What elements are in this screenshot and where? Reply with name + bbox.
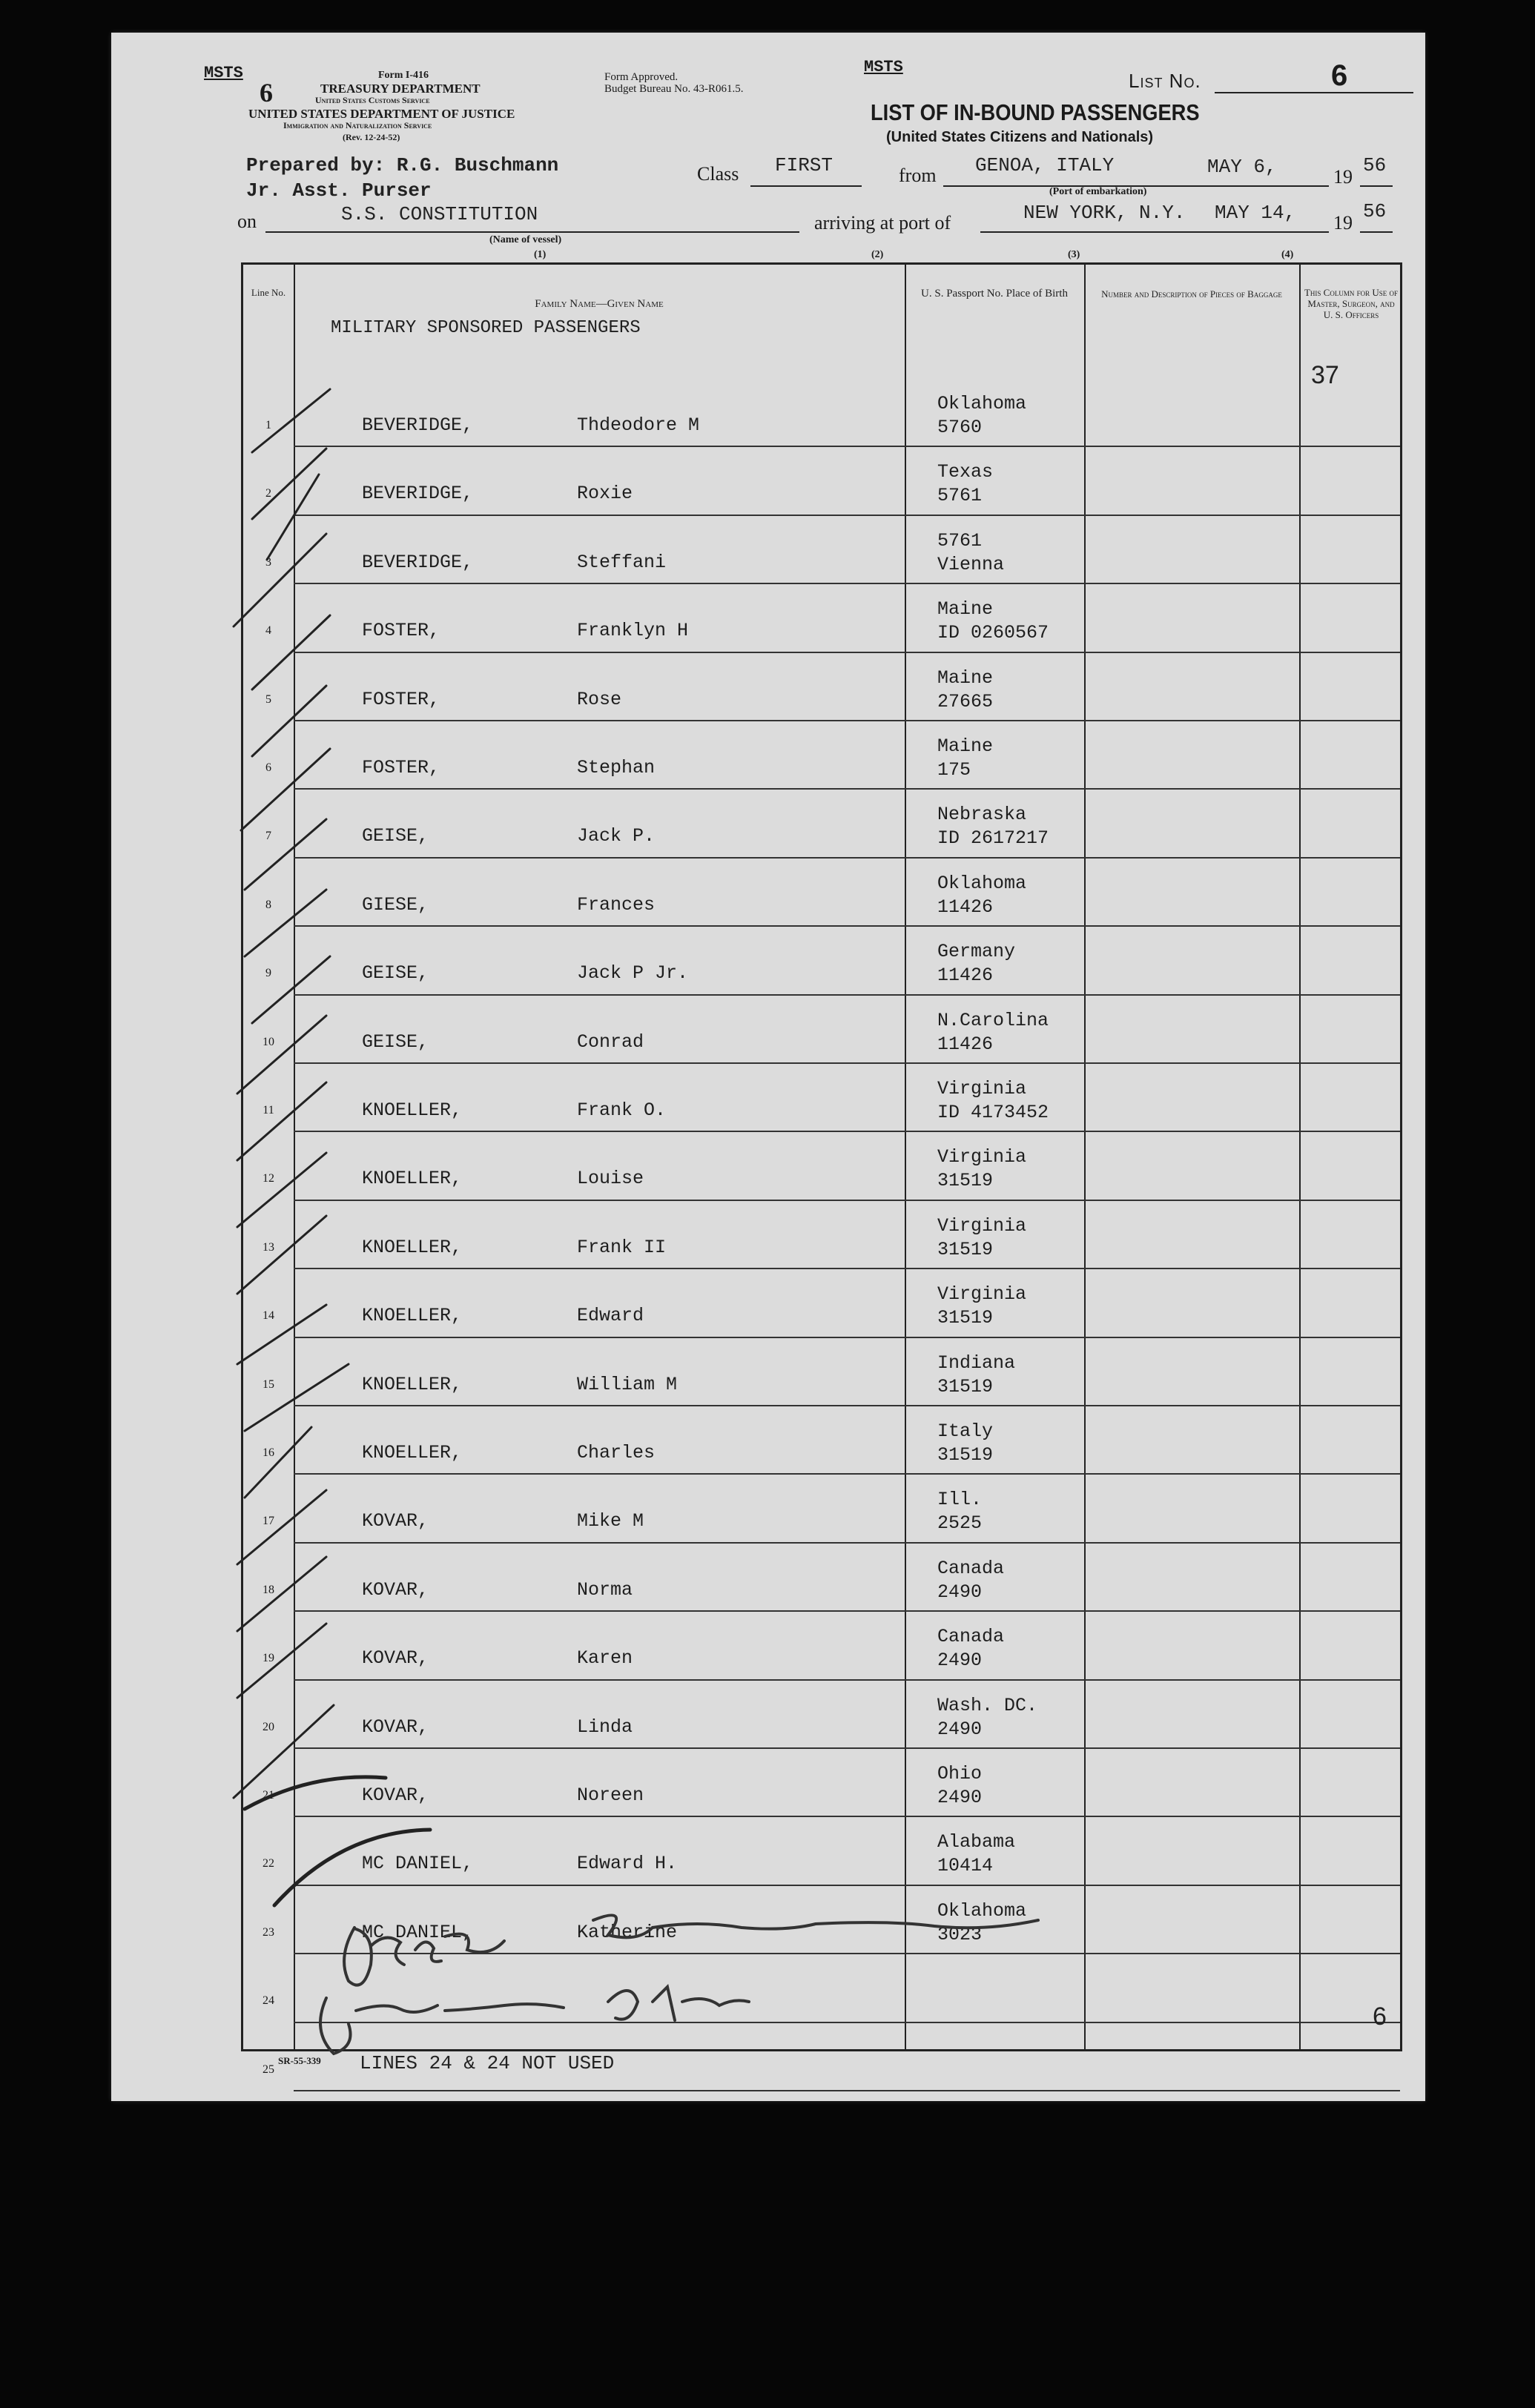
check-mark	[245, 1777, 386, 1809]
place-of-birth: Nebraska	[937, 804, 1027, 826]
given-name: Stephan	[577, 757, 656, 778]
place-of-birth: Wash. DC.	[937, 1694, 1038, 1716]
given-name: Karen	[577, 1647, 633, 1670]
family-name: KOVAR,	[362, 1578, 429, 1601]
family-name: KNOELLER,	[362, 1168, 463, 1190]
check-mark	[237, 1082, 326, 1160]
check-mark	[245, 890, 326, 956]
check-mark	[252, 686, 326, 756]
arrival-port: NEW YORK, N.Y.	[1023, 202, 1186, 224]
revision-label: (Rev. 12-24-52)	[343, 132, 400, 142]
port-embarkation-caption: (Port of embarkation)	[1049, 186, 1147, 197]
passport-number: 5761	[937, 485, 983, 507]
section-title: MILITARY SPONSORED PASSENGERS	[331, 318, 641, 338]
place-of-birth: Virginia	[937, 1214, 1027, 1237]
passport-number: 2490	[937, 1787, 983, 1808]
arrival-date: MAY 14,	[1215, 202, 1296, 224]
footer-note: LINES 24 & 24 NOT USED	[360, 2052, 615, 2074]
family-name: KNOELLER,	[362, 1099, 463, 1121]
family-name: FOSTER,	[362, 688, 440, 710]
line-number: 6	[265, 761, 271, 774]
given-name: Noreen	[577, 1784, 644, 1806]
given-name: Conrad	[577, 1031, 644, 1053]
line-number: 12	[263, 1172, 274, 1185]
given-name: Jack P Jr.	[577, 962, 689, 985]
header-passport: U. S. Passport No. Place of Birth	[921, 288, 1068, 300]
passport-number: 31519	[937, 1375, 994, 1398]
form-number-large: 6	[260, 78, 273, 108]
place-of-birth: Virginia	[937, 1146, 1027, 1168]
passport-number: 11426	[937, 896, 994, 918]
passport-number: ID 4173452	[937, 1102, 1049, 1123]
header-name: Family Name—Given Name	[535, 298, 664, 310]
place-of-birth: Maine	[937, 598, 994, 621]
line-number: 10	[263, 1035, 274, 1048]
check-mark	[267, 474, 319, 560]
line-number: 24	[263, 1994, 274, 2008]
passport-number: 2490	[937, 1650, 983, 1672]
msts-mark-left: MSTS	[204, 64, 243, 82]
given-name: Jack P.	[577, 825, 656, 847]
given-name: Charles	[577, 1442, 656, 1463]
check-mark	[274, 1830, 430, 1905]
passport-number: 3023	[937, 1923, 983, 1945]
place-of-birth: Oklahoma	[937, 393, 1027, 414]
col-marker-3: (3)	[1068, 249, 1080, 260]
line-number: 4	[265, 624, 271, 638]
family-name: KOVAR,	[362, 1716, 429, 1738]
check-mark	[237, 1624, 326, 1698]
line-number: 22	[263, 1857, 274, 1870]
place-of-birth: Canada	[937, 1626, 1005, 1648]
passport-number: 31519	[937, 1444, 994, 1466]
given-name: Edward	[577, 1305, 644, 1327]
line-number: 25	[263, 2063, 274, 2076]
place-of-birth: Texas	[937, 461, 994, 483]
passport-number: 11426	[937, 1033, 994, 1055]
passport-number: 175	[937, 759, 971, 781]
check-mark	[252, 615, 330, 689]
family-name: KOVAR,	[362, 1784, 429, 1806]
line-number: 16	[263, 1446, 274, 1459]
check-mark	[237, 1305, 326, 1364]
check-mark	[237, 1016, 326, 1094]
embark-port: GENOA, ITALY	[975, 154, 1115, 176]
check-mark	[252, 956, 330, 1023]
place-of-birth: Oklahoma	[937, 872, 1027, 894]
header-line-no: Line No.	[251, 287, 286, 298]
header-baggage: Number and Description of Pieces of Baggage	[1101, 288, 1282, 300]
check-mark	[234, 534, 326, 626]
place-of-birth: Indiana	[937, 1352, 1016, 1374]
place-of-birth: Virginia	[937, 1078, 1027, 1099]
passport-number: Vienna	[937, 553, 1005, 575]
list-no-value: 6	[1331, 59, 1348, 92]
line-number: 23	[263, 1925, 274, 1939]
passport-number: 11426	[937, 965, 994, 987]
family-name: KOVAR,	[362, 1647, 429, 1670]
msts-mark-center: MSTS	[864, 58, 903, 76]
passport-number: ID 2617217	[937, 827, 1049, 850]
given-name: William M	[577, 1373, 678, 1395]
given-name: Steffani	[577, 551, 667, 573]
passport-number: 2490	[937, 1718, 983, 1740]
family-name: BEVERIDGE,	[362, 483, 474, 505]
family-name: KOVAR,	[362, 1510, 429, 1532]
page-total: 6	[1373, 2002, 1387, 2031]
line-number: 21	[263, 1789, 274, 1802]
col-marker-4: (4)	[1281, 249, 1294, 260]
check-mark	[237, 1557, 326, 1631]
family-name: FOSTER,	[362, 757, 440, 778]
place-of-birth: Canada	[937, 1557, 1005, 1579]
line-number: 9	[265, 967, 271, 980]
given-name: Rose	[577, 688, 622, 710]
line-number: 19	[263, 1652, 274, 1665]
given-name: Linda	[577, 1716, 633, 1738]
line-number: 17	[263, 1515, 274, 1528]
family-name: KNOELLER,	[362, 1442, 463, 1463]
col-marker-1: (1)	[534, 249, 547, 260]
check-mark	[245, 1427, 311, 1498]
place-of-birth: Maine	[937, 666, 994, 689]
on-label: on	[237, 211, 257, 232]
check-mark	[252, 389, 330, 452]
arrival-year: 56	[1363, 200, 1387, 222]
customs-label: United States Customs Service	[315, 95, 430, 105]
line-number: 8	[265, 898, 271, 911]
line-number: 7	[265, 830, 271, 843]
family-name: GIESE,	[362, 893, 429, 916]
check-mark	[245, 1364, 349, 1431]
given-name: Frank II	[577, 1236, 667, 1258]
family-name: FOSTER,	[362, 620, 440, 642]
arriving-label: arriving at port of	[814, 212, 951, 234]
depart-year-prefix: 19	[1333, 166, 1353, 188]
passport-number: 31519	[937, 1170, 994, 1192]
given-name: Thdeodore M	[577, 414, 700, 436]
given-name: Roxie	[577, 483, 633, 505]
place-of-birth: Maine	[937, 735, 994, 757]
place-of-birth: Italy	[937, 1420, 994, 1442]
budget-bureau: Budget Bureau No. 43-R061.5.	[604, 83, 744, 95]
depart-year: 56	[1363, 154, 1387, 176]
place-of-birth: N.Carolina	[937, 1009, 1049, 1031]
officer-note: 37	[1311, 361, 1339, 389]
given-name: Mike M	[577, 1510, 644, 1532]
place-of-birth: 5761	[937, 529, 983, 552]
check-mark	[234, 1705, 334, 1798]
given-name: Katherine	[577, 1921, 678, 1943]
page-title: LIST OF IN-BOUND PASSENGERS	[871, 99, 1200, 125]
given-name: Frances	[577, 893, 656, 916]
prepared-by: Prepared by: R.G. Buschmann	[246, 154, 559, 176]
check-mark	[237, 1153, 326, 1227]
family-name: MC DANIEL,	[362, 1921, 474, 1943]
line-number: 20	[263, 1720, 274, 1733]
line-number: 13	[263, 1240, 274, 1254]
passport-number: 31519	[937, 1238, 994, 1260]
line-number: 15	[263, 1377, 274, 1391]
form-id: Form I-416	[378, 70, 429, 81]
arrival-year-prefix: 19	[1333, 212, 1353, 234]
place-of-birth: Ill.	[937, 1489, 983, 1511]
depart-date: MAY 6,	[1207, 156, 1277, 178]
line-number: 18	[263, 1583, 274, 1596]
family-name: GEISE,	[362, 962, 429, 985]
line-number: 2	[265, 487, 271, 500]
family-name: MC DANIEL,	[362, 1853, 474, 1875]
family-name: BEVERIDGE,	[362, 551, 474, 573]
passport-number: 2490	[937, 1581, 983, 1603]
passport-number: 2525	[937, 1512, 983, 1535]
given-name: Edward H.	[577, 1853, 678, 1875]
place-of-birth: Virginia	[937, 1283, 1027, 1306]
ins-label: Immigration and Naturalization Service	[283, 120, 432, 130]
place-of-birth: Oklahoma	[937, 1899, 1027, 1922]
page-subtitle: (United States Citizens and Nationals)	[886, 129, 1154, 145]
family-name: GEISE,	[362, 825, 429, 847]
line-number: 14	[263, 1309, 274, 1323]
place-of-birth: Germany	[937, 941, 1016, 963]
line-number: 11	[263, 1104, 274, 1117]
from-label: from	[899, 165, 937, 186]
treasury-label: TREASURY DEPARTMENT	[320, 82, 481, 96]
header-officers: This Column for Use of Master, Surgeon, and U. S. Officers	[1304, 287, 1399, 320]
passport-number: 27665	[937, 690, 994, 712]
justice-label: UNITED STATES DEPARTMENT OF JUSTICE	[248, 107, 515, 121]
footer-form-code: SR-55-339	[278, 2055, 321, 2066]
passport-number: 10414	[937, 1855, 994, 1877]
check-mark	[241, 749, 330, 830]
passport-number: 5760	[937, 417, 983, 438]
family-name: KNOELLER,	[362, 1373, 463, 1395]
given-name: Franklyn H	[577, 620, 689, 642]
family-name: KNOELLER,	[362, 1305, 463, 1327]
check-mark	[245, 819, 326, 890]
vessel-name: S.S. CONSTITUTION	[341, 203, 538, 225]
family-name: KNOELLER,	[362, 1236, 463, 1258]
class-label: Class	[697, 163, 739, 185]
line-number: 3	[265, 555, 271, 569]
passport-number: 31519	[937, 1307, 994, 1329]
given-name: Frank O.	[577, 1099, 667, 1121]
line-number: 1	[265, 419, 271, 431]
given-name: Louise	[577, 1168, 644, 1190]
col-marker-2: (2)	[871, 249, 884, 260]
signature-initials	[320, 1915, 1038, 2054]
check-mark	[237, 1216, 326, 1294]
line-number: 5	[265, 692, 271, 706]
place-of-birth: Ohio	[937, 1763, 983, 1784]
passport-number: ID 0260567	[937, 622, 1049, 644]
form-approved: Form Approved.	[604, 71, 679, 83]
family-name: GEISE,	[362, 1031, 429, 1053]
given-name: Norma	[577, 1578, 633, 1601]
family-name: BEVERIDGE,	[362, 414, 474, 436]
prepared-title: Jr. Asst. Purser	[246, 179, 432, 202]
check-mark	[252, 449, 326, 519]
vessel-caption: (Name of vessel)	[489, 234, 562, 245]
check-mark	[237, 1490, 326, 1564]
place-of-birth: Alabama	[937, 1831, 1016, 1853]
class-value: FIRST	[775, 154, 833, 176]
list-no-label: List No.	[1129, 70, 1201, 92]
